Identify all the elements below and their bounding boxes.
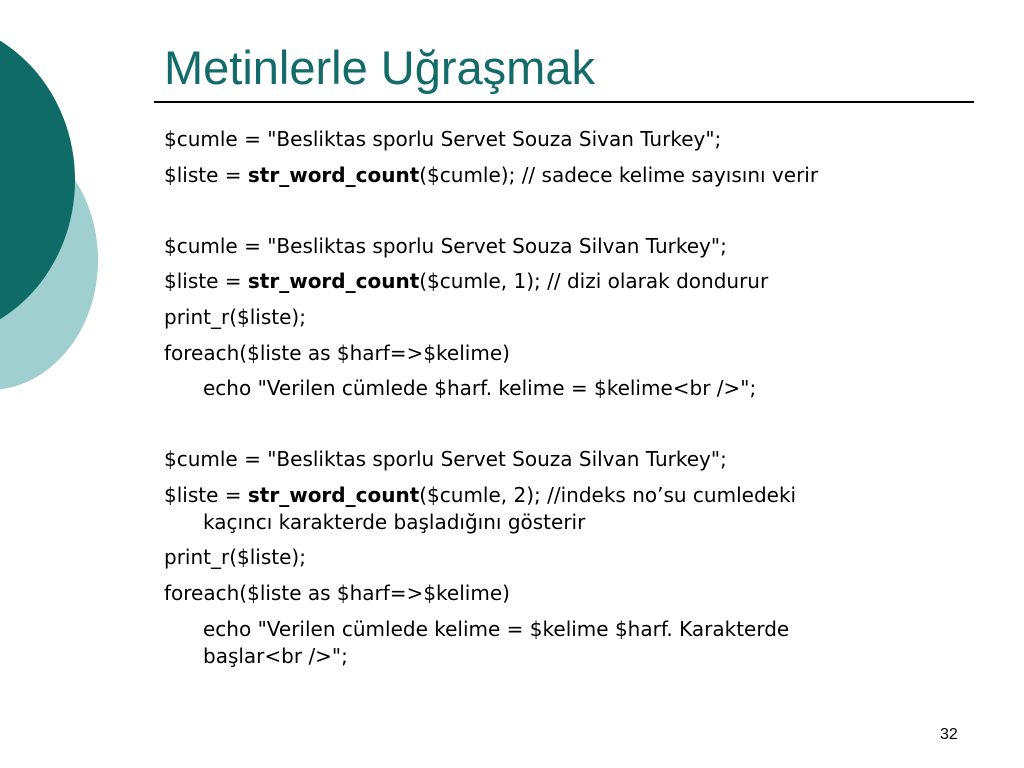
function-name: str_word_count xyxy=(247,269,420,293)
code-line: echo "Verilen cümlede $harf. kelime = $kelime<br />"; xyxy=(203,376,757,400)
code-line: print_r($liste); xyxy=(164,545,306,569)
code-text: ($cumle); // sadece kelime sayısını verir xyxy=(419,163,819,187)
code-text: ($cumle, 1); // dizi olarak dondurur xyxy=(419,269,769,293)
code-text: $liste = xyxy=(164,163,248,187)
code-text: $liste = xyxy=(164,483,248,507)
code-line xyxy=(164,268,768,294)
code-line xyxy=(164,482,796,508)
code-line: $cumle = "Besliktas sporlu Servet Souza Silvan Turkey"; xyxy=(164,447,727,471)
code-line xyxy=(164,162,818,188)
function-name: str_word_count xyxy=(247,163,420,187)
code-line: $cumle = "Besliktas sporlu Servet Souza Silvan Turkey"; xyxy=(164,234,727,258)
function-name: str_word_count xyxy=(247,483,420,507)
code-line: başlar<br />"; xyxy=(203,644,348,668)
code-line: foreach($liste as $harf=>$kelime) xyxy=(164,341,510,365)
code-text: ($cumle, 2); //indeks no’su cumledeki xyxy=(419,483,797,507)
code-text: $liste = xyxy=(164,269,248,293)
code-line: print_r($liste); xyxy=(164,305,306,329)
code-line: echo "Verilen cümlede kelime = $kelime $harf. Karakterde xyxy=(203,617,790,641)
code-line: kaçıncı karakterde başladığını gösterir xyxy=(203,510,586,534)
title-divider xyxy=(154,101,974,103)
code-line: $cumle = "Besliktas sporlu Servet Souza Sivan Turkey"; xyxy=(164,127,722,151)
page-number: 32 xyxy=(940,726,958,743)
code-line: foreach($liste as $harf=>$kelime) xyxy=(164,581,510,605)
slide-title: Metinlerle Uğraşmak xyxy=(164,41,595,94)
